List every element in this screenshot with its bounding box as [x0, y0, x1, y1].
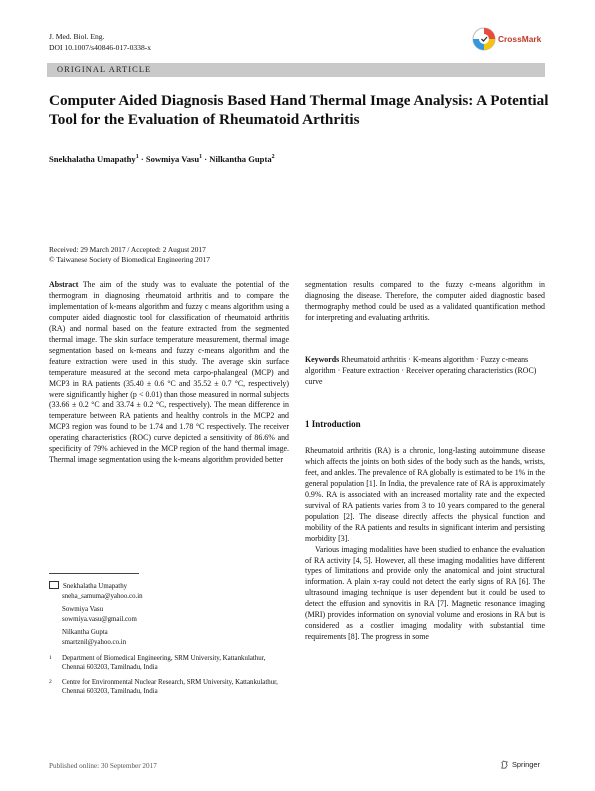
intro-paragraph-1: Rheumatoid arthritis (RA) is a chronic, long-lasting autoimmune disease which affects the joints on both sides of the body such as the hands, wrists, feet, and ankles. The prevalence of RA globally is estimated to be 1% in the general population [1]. In India, the prevalence rate of RA is approximately 0.9%. RA is associated with an increased mortality rate and the expected survival of RA patients varies from 3 to 10 years compared to the general population [2]. The disease directly affects the physical function and mobility of the RA patients and results in significant interim and persisting morbidity [3]. — [305, 446, 545, 543]
journal-name: J. Med. Biol. Eng. — [49, 32, 105, 41]
published-online: Published online: 30 September 2017 — [49, 762, 157, 770]
keywords — [305, 355, 545, 388]
crossmark-label: CrossMark — [498, 34, 542, 44]
envelope-icon — [49, 581, 59, 589]
author2-email[interactable]: sowmiya.vasu@gmail.com — [62, 615, 137, 623]
affiliation-text: Department of Biomedical Engineering, SRM University, Kattankulathur, Chennai 603203, Tamilnadu, India — [62, 654, 266, 672]
affiliation-2 — [49, 678, 289, 697]
received-accepted: Received: 29 March 2017 / Accepted: 2 August 2017 — [49, 245, 206, 254]
publisher-name: Springer — [512, 760, 540, 769]
affiliation-number: 2 — [49, 678, 52, 685]
author-contacts — [49, 580, 289, 697]
section-label: ORIGINAL ARTICLE — [57, 65, 152, 74]
author-2[interactable]: Sowmiya Vasu$^1$ — [145, 154, 203, 164]
author-1[interactable]: Snekhalatha Umapathy$^1$ — [49, 154, 139, 164]
abstract-text: The aim of the study was to evaluate the potential of the thermogram in diagnosing rheumatoid arthritis and to compare the implementation of k-means algorithm and fuzzy c means algorithm using a computer aided diagnostic tool for classification of rheumatoid arthritis (RA) and normal based on the feature extracted from the segmented thermal image. The skin surface temperature measurement, thermal image segmentation based on k-means and fuzzy c-means algorithm and the feature extraction were used in this study. The average skin surface temperature measured at the second meta carpo-phalangeal (MCP) and MCP3 in RA patients (35.40 ± 0.6 °C and 35.52 ± 0.7 °C, respectively) were significantly higher (p < 0.01) than those measured in normal subjects (33.66 ± 0.2 °C and 33.74 ± 0.2 °C, respectively). The mean difference in temperature between RA patients and healthy controls in the MCP2 and MCP3 region was found to be 1.74 and 1.78 °C respectively. The receiver operating characteristics (ROC) curve depicted a sensitivity of 86.6% and specificity of 79% achieved in the MCP region of the hand thermal image. Thermal image segmentation using the k-means algorithm provided better — [49, 280, 289, 465]
section-banner — [47, 63, 545, 77]
corresponding-author-name: Snekhalatha Umapathy — [63, 583, 128, 590]
author-list — [49, 154, 549, 164]
keywords-label: Keywords — [305, 355, 340, 364]
introduction-body — [305, 446, 545, 643]
author-separator: · — [202, 154, 210, 164]
abstract-label: Abstract — [49, 280, 79, 289]
affiliation-1 — [49, 654, 289, 673]
corresponding-author-email[interactable]: sneha_samuma@yahoo.co.in — [62, 592, 143, 600]
abstract — [49, 280, 289, 466]
section-heading-introduction: 1 Introduction — [305, 419, 361, 429]
copyright-line: © Taiwanese Society of Biomedical Engineering 2017 — [49, 255, 210, 264]
crossmark-icon — [472, 27, 496, 51]
author-3[interactable]: Nilkantha Gupta$^2$ — [209, 154, 275, 164]
footnote-divider — [49, 573, 139, 574]
publication-dates — [49, 245, 329, 265]
author2-name: Sowmiya Vasu — [62, 606, 104, 614]
crossmark-badge[interactable] — [472, 26, 550, 52]
author3-email[interactable]: smartznil@yahoo.co.in — [62, 638, 127, 646]
author-separator: · — [138, 154, 146, 164]
springer-horse-icon — [500, 760, 509, 769]
article-title: Computer Aided Diagnosis Based Hand Thermal Image Analysis: A Potential Tool for the Evaluation of Rheumatoid Arthritis — [49, 92, 549, 128]
publisher-logo — [500, 760, 540, 769]
author3-name: Nilkantha Gupta — [62, 629, 108, 637]
keywords-text: Rheumatoid arthritis · K-means algorithm · Fuzzy c-means algorithm · Feature extraction · Receiver operating characteristics (ROC) curve — [305, 355, 537, 386]
affiliation-number: 1 — [49, 654, 52, 661]
intro-paragraph-2: Various imaging modalities have been studied to enhance the evaluation of RA activity [4, 5]. However, all these imaging modalities have different types of limitations and provide only the anatomical and joint structural information. A plain x-ray could not detect the early signs of RA [6]. The ultrasound imaging technique is user dependent but it could be used to detect the effusion and synovitis in RA [7]. Magnetic resonance imaging (MRI) provides information on synovial volume and erosions in RA but is considered as a costlier imaging modality with substantial time requirements [8]. The progress in some — [305, 544, 545, 642]
affiliation-text: Centre for Environmental Nuclear Research, SRM University, Kattankulathur, Chennai 603203, Tamilnadu, India — [62, 678, 278, 696]
journal-info — [49, 31, 151, 53]
doi[interactable]: DOI 10.1007/s40846-017-0338-x — [49, 43, 152, 52]
abstract-continued: segmentation results compared to the fuzzy c-means algorithm in diagnosing the disease. Therefore, the computer aided diagnostic based thermography method could be used as a validated quantification method for interpreting and evaluating arthritis. — [305, 280, 545, 322]
